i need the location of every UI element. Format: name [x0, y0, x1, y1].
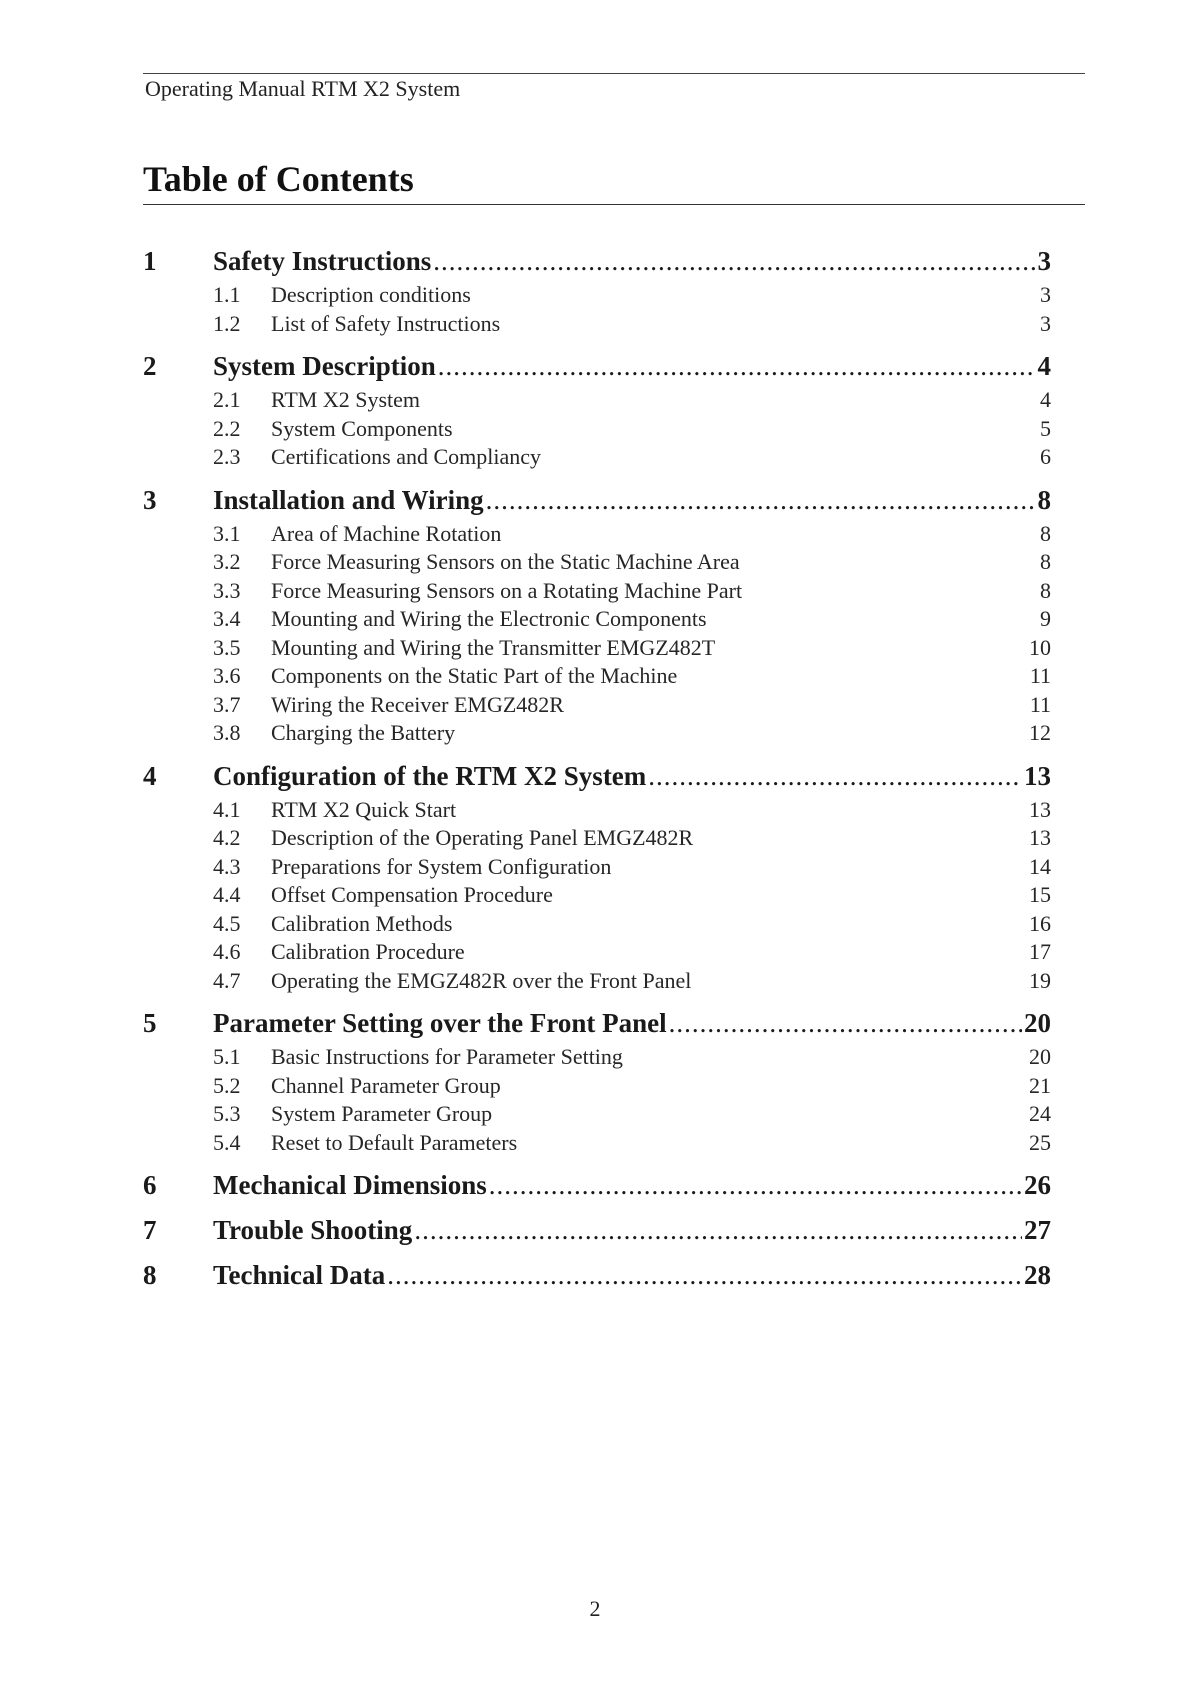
chapter-number: 8 — [143, 1260, 157, 1290]
toc-section-entry[interactable] — [0, 1130, 1190, 1159]
page-number: 2 — [589, 1596, 601, 1621]
toc-section-entry[interactable] — [0, 797, 1190, 826]
section-page-number: 12 — [1029, 720, 1051, 745]
section-title: Calibration Procedure — [271, 939, 465, 964]
chapter-title: System Description — [213, 351, 436, 381]
section-number: 2.2 — [213, 415, 241, 441]
section-page-number: 11 — [1029, 691, 1051, 717]
chapter-title: Mechanical Dimensions — [213, 1170, 487, 1200]
chapter-page-number: 8 — [1037, 484, 1051, 515]
toc-chapter-entry[interactable] — [0, 481, 1190, 521]
section-page-number: 9 — [1040, 606, 1051, 631]
dot-leader — [669, 1008, 1022, 1039]
toc-section-entry[interactable] — [0, 692, 1190, 721]
section-page-number: 8 — [1040, 520, 1051, 546]
section-page-number: 4 — [1040, 387, 1051, 412]
chapter-title-line — [213, 351, 1051, 382]
section-title: Channel Parameter Group — [271, 1072, 501, 1098]
chapter-page-number: 4 — [1037, 351, 1051, 381]
toc-chapter — [0, 481, 1190, 757]
section-number: 3.5 — [213, 634, 241, 660]
section-number: 4.3 — [213, 853, 241, 879]
chapter-page-number: 3 — [1037, 246, 1051, 276]
toc-section-entry[interactable] — [0, 1073, 1190, 1102]
toc-section-entry[interactable] — [0, 416, 1190, 445]
section-number: 5.3 — [213, 1101, 241, 1126]
section-page-number: 8 — [1040, 549, 1051, 574]
section-page-number: 10 — [1029, 634, 1051, 660]
chapter-spacer — [0, 339, 1190, 347]
section-page-number: 20 — [1029, 1044, 1051, 1069]
toc-section-entry[interactable] — [0, 720, 1190, 749]
section-page-number: 19 — [1029, 967, 1051, 993]
toc-section-entry[interactable] — [0, 606, 1190, 635]
toc-section-entry[interactable] — [0, 549, 1190, 578]
section-title: Operating the EMGZ482R over the Front Panel — [271, 967, 692, 993]
chapter-page-number: 26 — [1024, 1170, 1051, 1200]
section-title: Basic Instructions for Parameter Setting — [271, 1044, 623, 1069]
section-number: 4.2 — [213, 825, 241, 850]
chapter-number: 6 — [143, 1170, 157, 1200]
dot-leader — [414, 1215, 1022, 1246]
toc-section-entry[interactable] — [0, 635, 1190, 664]
toc-section-entry[interactable] — [0, 854, 1190, 883]
toc-section-entry[interactable] — [0, 968, 1190, 997]
section-number: 3.1 — [213, 520, 241, 546]
section-title: Reset to Default Parameters — [271, 1129, 518, 1155]
chapter-spacer — [0, 1296, 1190, 1301]
toc-section-entry[interactable] — [0, 282, 1190, 311]
chapter-page-number: 20 — [1024, 1008, 1051, 1038]
section-number: 4.1 — [213, 796, 241, 822]
section-title: Description of the Operating Panel EMGZ482R — [271, 825, 694, 850]
chapter-page-number: 27 — [1024, 1215, 1051, 1245]
section-page-number: 16 — [1029, 910, 1051, 936]
section-number: 3.3 — [213, 577, 241, 603]
toc-chapter-entry[interactable] — [0, 1166, 1190, 1206]
toc-section-entry[interactable] — [0, 939, 1190, 968]
toc-chapter-entry[interactable] — [0, 1004, 1190, 1044]
section-number: 4.4 — [213, 882, 241, 907]
chapter-spacer — [0, 749, 1190, 757]
toc-section-entry[interactable] — [0, 825, 1190, 854]
chapter-title-line — [213, 1008, 1051, 1039]
toc-chapter — [0, 1211, 1190, 1256]
chapter-page-number: 28 — [1024, 1260, 1051, 1290]
toc-chapter-entry[interactable] — [0, 347, 1190, 387]
chapter-title: Parameter Setting over the Front Panel — [213, 1008, 667, 1038]
chapter-title-line — [213, 246, 1051, 277]
section-title: Description conditions — [271, 282, 471, 307]
chapter-number: 3 — [143, 484, 157, 515]
dot-leader — [489, 1170, 1022, 1201]
chapter-title-line — [213, 761, 1051, 792]
section-title: System Components — [271, 415, 453, 441]
chapter-page-number: 13 — [1024, 760, 1051, 791]
section-title: RTM X2 Quick Start — [271, 796, 457, 822]
section-page-number: 21 — [1029, 1072, 1051, 1098]
section-title: Charging the Battery — [271, 720, 456, 745]
section-title: System Parameter Group — [271, 1101, 493, 1126]
section-title: Force Measuring Sensors on the Static Machine Area — [271, 549, 740, 574]
section-number: 3.8 — [213, 720, 241, 745]
section-page-number: 3 — [1040, 310, 1051, 336]
section-title: Area of Machine Rotation — [271, 520, 502, 546]
section-number: 4.6 — [213, 939, 241, 964]
section-title: Offset Compensation Procedure — [271, 882, 553, 907]
section-title: Calibration Methods — [271, 910, 453, 936]
section-number: 5.2 — [213, 1072, 241, 1098]
chapter-title-line — [213, 1260, 1051, 1291]
section-page-number: 13 — [1029, 825, 1051, 850]
section-number: 1.2 — [213, 310, 241, 336]
section-page-number: 24 — [1029, 1101, 1051, 1126]
chapter-number: 1 — [143, 246, 157, 276]
section-title: Mounting and Wiring the Transmitter EMGZ482T — [271, 634, 716, 660]
toc-section-entry[interactable] — [0, 911, 1190, 940]
toc-chapter — [0, 347, 1190, 481]
chapter-title: Trouble Shooting — [213, 1215, 413, 1245]
chapter-title: Safety Instructions — [213, 246, 432, 276]
dot-leader — [387, 1260, 1022, 1291]
toc-section-entry[interactable] — [0, 521, 1190, 550]
section-page-number: 15 — [1029, 882, 1051, 907]
section-page-number: 17 — [1029, 939, 1051, 964]
section-title: Force Measuring Sensors on a Rotating Machine Part — [271, 577, 743, 603]
toc-chapter — [0, 1166, 1190, 1211]
toc-section-entry[interactable] — [0, 882, 1190, 911]
toc-section-entry[interactable] — [0, 1101, 1190, 1130]
section-number: 1.1 — [213, 282, 241, 307]
section-title: List of Safety Instructions — [271, 310, 501, 336]
table-of-contents — [0, 242, 1190, 1301]
section-number: 3.2 — [213, 549, 241, 574]
section-number: 2.3 — [213, 444, 241, 469]
chapter-spacer — [0, 473, 1190, 481]
dot-leader — [433, 246, 1035, 277]
chapter-title: Technical Data — [213, 1260, 386, 1290]
section-number: 3.7 — [213, 691, 241, 717]
chapter-title: Configuration of the RTM X2 System — [213, 760, 647, 791]
chapter-title-line — [213, 1215, 1051, 1246]
section-number: 3.6 — [213, 663, 241, 688]
section-title: Components on the Static Part of the Machine — [271, 663, 678, 688]
section-page-number: 14 — [1029, 853, 1051, 879]
chapter-title-line — [213, 485, 1051, 516]
header-rule — [143, 73, 1085, 74]
toc-section-entry[interactable] — [0, 1044, 1190, 1073]
chapter-spacer — [0, 996, 1190, 1004]
section-page-number: 3 — [1040, 282, 1051, 307]
toc-section-entry[interactable] — [0, 663, 1190, 692]
dot-leader — [648, 761, 1022, 792]
section-page-number: 13 — [1029, 796, 1051, 822]
toc-section-entry[interactable] — [0, 578, 1190, 607]
chapter-number: 4 — [143, 760, 157, 791]
page-title: Table of Contents — [143, 159, 414, 199]
toc-chapter — [0, 1256, 1190, 1301]
section-title: RTM X2 System — [271, 387, 421, 412]
section-title: Mounting and Wiring the Electronic Components — [271, 606, 707, 631]
chapter-number: 7 — [143, 1215, 157, 1245]
section-number: 4.5 — [213, 910, 241, 936]
section-number: 4.7 — [213, 967, 241, 993]
toc-chapter-entry[interactable] — [0, 1256, 1190, 1296]
chapter-number: 5 — [143, 1008, 157, 1038]
section-page-number: 8 — [1040, 577, 1051, 603]
chapter-number: 2 — [143, 351, 157, 381]
section-number: 2.1 — [213, 387, 241, 412]
section-title: Wiring the Receiver EMGZ482R — [271, 691, 564, 717]
toc-chapter-entry[interactable] — [0, 757, 1190, 797]
toc-chapter — [0, 242, 1190, 347]
toc-chapter-entry[interactable] — [0, 242, 1190, 282]
toc-section-entry[interactable] — [0, 311, 1190, 340]
toc-section-entry[interactable] — [0, 387, 1190, 416]
toc-chapter-entry[interactable] — [0, 1211, 1190, 1251]
section-title: Certifications and Compliancy — [271, 444, 542, 469]
toc-chapter — [0, 757, 1190, 1005]
section-page-number: 5 — [1040, 415, 1051, 441]
section-page-number: 11 — [1029, 663, 1051, 688]
chapter-title: Installation and Wiring — [213, 484, 484, 515]
chapter-title-line — [213, 1170, 1051, 1201]
title-rule — [143, 204, 1085, 205]
chapter-spacer — [0, 1158, 1190, 1166]
toc-section-entry[interactable] — [0, 444, 1190, 473]
section-page-number: 25 — [1029, 1129, 1051, 1155]
section-page-number: 6 — [1040, 444, 1051, 469]
toc-chapter — [0, 1004, 1190, 1166]
section-number: 5.1 — [213, 1044, 241, 1069]
section-number: 5.4 — [213, 1129, 241, 1155]
dot-leader — [438, 351, 1036, 382]
running-header: Operating Manual RTM X2 System — [145, 76, 461, 101]
section-title: Preparations for System Configuration — [271, 853, 612, 879]
section-number: 3.4 — [213, 606, 241, 631]
dot-leader — [486, 485, 1036, 516]
